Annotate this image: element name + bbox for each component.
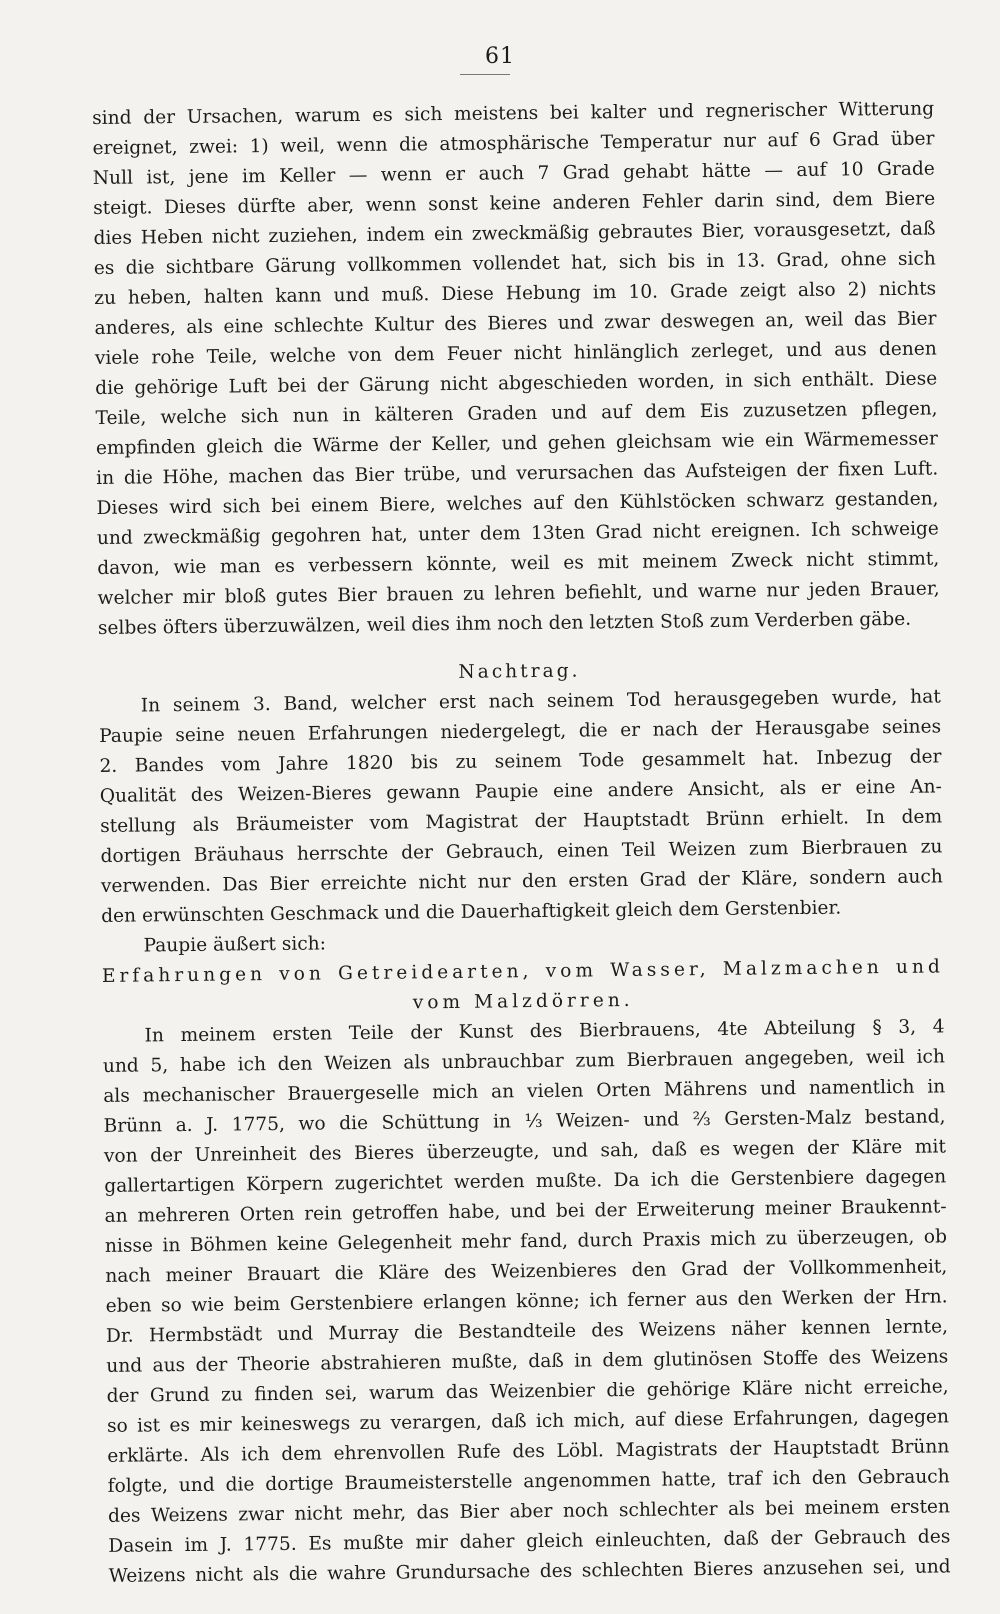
page-number: 61 <box>485 44 515 69</box>
text-line: In seinem 3. Band, welcher erst nach seinem Tod herausgegeben wurde, hat <box>140 686 941 717</box>
text-line: stellung als Bräumeister vom Magistrat der Hauptstadt Brünn erhielt. In dem <box>100 806 943 837</box>
text-line: als mechanischer Brauergeselle mich an vielen Orten Mährens und namentlich in <box>103 1076 946 1107</box>
text-line: nisse in Böhmen keine Gelegenheit mehr fand, durch Praxis mich zu überzeugen, ob <box>104 1226 948 1257</box>
text-line: und 5, habe ich den Weizen als unbrauchbar zum Bierbrauen angegeben, weil ich <box>102 1046 945 1077</box>
paupie-intro-line: Paupie äußert sich: <box>143 933 327 957</box>
text-line: verwenden. Das Bier erreichte nicht nur den ersten Grad der Kläre, sondern auch <box>100 866 943 897</box>
text-line: davon, wie man es verbessern könnte, weil es mit meinem Zweck nicht stimmt, <box>97 548 940 579</box>
text-line: steigt. Dieses dürfte aber, wenn sonst keine anderen Fehler darin sind, dem Biere <box>93 188 936 219</box>
text-line: selbes öfters überzuwälzen, weil dies ihm noch den letzten Stoß zum Verderben gäbe. <box>97 608 912 639</box>
section-title-line-2: vom Malzdörren. <box>412 989 634 1014</box>
text-line: der Grund zu finden sei, warum das Weizenbier die gehörige Kläre nicht erreiche, <box>106 1376 949 1407</box>
paragraph-nachtrag <box>99 682 944 932</box>
section-title-line-1: Erfahrungen von Getreidearten, vom Wasser, Malzmachen und <box>101 956 944 987</box>
page-number-rule <box>460 74 510 75</box>
text-line: erklärte. Als ich dem ehrenvollen Rufe des Löbl. Magistrats der Hauptstadt Brünn <box>107 1436 950 1467</box>
page-body <box>92 94 951 1591</box>
text-line: sind der Ursachen, warum es sich meistens bei kalter und regnerischer Witterung <box>92 98 935 129</box>
text-line: dortigen Bräuhaus herrschte der Gebrauch, einen Teil Weizen zum Bierbrauen zu <box>100 836 943 867</box>
text-line: eben so wie beim Gerstenbiere erlangen könne; ich ferner aus den Werken der Hrn. <box>105 1286 948 1317</box>
text-line: an mehreren Orten rein getroffen habe, und bei der Erweiterung meiner Braukennt- <box>104 1196 947 1227</box>
text-line: viele rohe Teile, welche von dem Feuer nicht hinlänglich zerleget, und aus denen <box>94 338 937 369</box>
text-line: gallertartigen Körpern zugerichtet werden mußte. Da ich die Gerstenbiere dagegen <box>104 1166 947 1197</box>
text-line: die gehörige Luft bei der Gärung nicht abgeschieden worden, in sich enthält. Diese <box>95 368 938 399</box>
text-line: folgte, und die dortige Braumeisterstelle angenommen hatte, traf ich den Gebrauch <box>107 1466 950 1497</box>
text-line: und zweckmäßig gegohren hat, unter dem 13ten Grad nicht ereignen. Ich schweige <box>96 518 939 549</box>
text-line: Paupie seine neuen Erfahrungen niedergelegt, die er nach der Herausgabe seines <box>99 716 942 747</box>
text-line: Dr. Hermbstädt und Murray die Bestandteile des Weizens näher kennen lernte, <box>105 1316 949 1347</box>
text-line: und aus der Theorie abstrahieren mußte, daß in dem glutinösen Stoffe des Weizens <box>106 1346 949 1377</box>
text-line: Teile, welche sich nun in kälteren Graden und auf dem Eis zuzusetzen pflegen, <box>95 398 938 429</box>
text-line: Dasein im J. 1775. Es mußte mir daher gleich einleuchten, daß der Gebrauch des <box>108 1526 951 1557</box>
text-line: zu heben, halten kann und muß. Diese Hebung im 10. Grade zeigt also 2) nichts <box>94 278 937 309</box>
paragraph-causes <box>92 94 940 644</box>
text-line: In meinem ersten Teile der Kunst des Bierbrauens, 4te Abteilung § 3, 4 <box>144 1016 945 1047</box>
text-line: Qualität des Weizen-Bieres gewann Paupie eine andere Ansicht, als er eine An- <box>99 776 942 807</box>
text-line: so ist es mir keineswegs zu verargen, daß ich mich, auf diese Erfahrungen, dagegen <box>106 1406 950 1437</box>
text-line: empfinden gleich die Wärme der Keller, und gehen gleichsam wie ein Wärmemesser <box>95 428 938 459</box>
text-line: 2. Bandes vom Jahre 1820 bis zu seinem Tode gesammelt hat. Inbezug der <box>99 746 942 777</box>
text-line: es die sichtbare Gärung vollkommen vollendet hat, sich bis in 13. Grad, ohne sich <box>93 248 936 279</box>
text-line: in die Höhe, machen das Bier trübe, und verursachen das Aufsteigen der fixen Luft. <box>96 458 939 489</box>
text-line: Brünn a. J. 1775, wo die Schüttung in ⅓ Weizen- und ⅔ Gersten-Malz bestand, <box>103 1106 946 1137</box>
text-line: des Weizens zwar nicht mehr, das Bier aber noch schlechter als bei meinem ersten <box>107 1496 951 1527</box>
text-line: nach meiner Brauart die Kläre des Weizenbieres den Grad der Vollkommenheit, <box>105 1256 948 1287</box>
text-line: anderes, als eine schlechte Kultur des Bieres und zwar deswegen an, weil das Bier <box>94 308 937 339</box>
text-line: von der Unreinheit des Bieres überzeugte, und sah, daß es wegen der Kläre mit <box>103 1136 947 1167</box>
text-line: welcher mir bloß gutes Bier brauen zu lehren befiehlt, und warne nur jeden Brauer, <box>97 578 940 609</box>
text-line: dies Heben nicht zuziehen, indem ein zweckmäßig gebrautes Bier, vorausgesetzt, daß <box>93 218 936 249</box>
paragraph-experiences <box>102 1012 950 1592</box>
nachtrag-heading: Nachtrag. <box>458 660 581 683</box>
text-line: Dieses wird sich bei einem Biere, welches auf den Kühlstöcken schwarz gestanden, <box>96 488 939 519</box>
text-line: Null ist, jene im Keller — wenn er auch 7 Grad gehabt hätte — auf 10 Grade <box>92 158 935 189</box>
text-line: Weizens nicht als die wahre Grundursache des schlechten Bieres anzusehen sei, und <box>108 1556 951 1587</box>
text-line: den erwünschten Geschmack und die Dauerhaftigkeit gleich dem Gerstenbier. <box>101 897 842 927</box>
text-line: ereignet, zwei: 1) weil, wenn die atmosphärische Temperatur nur auf 6 Grad über <box>92 128 935 159</box>
